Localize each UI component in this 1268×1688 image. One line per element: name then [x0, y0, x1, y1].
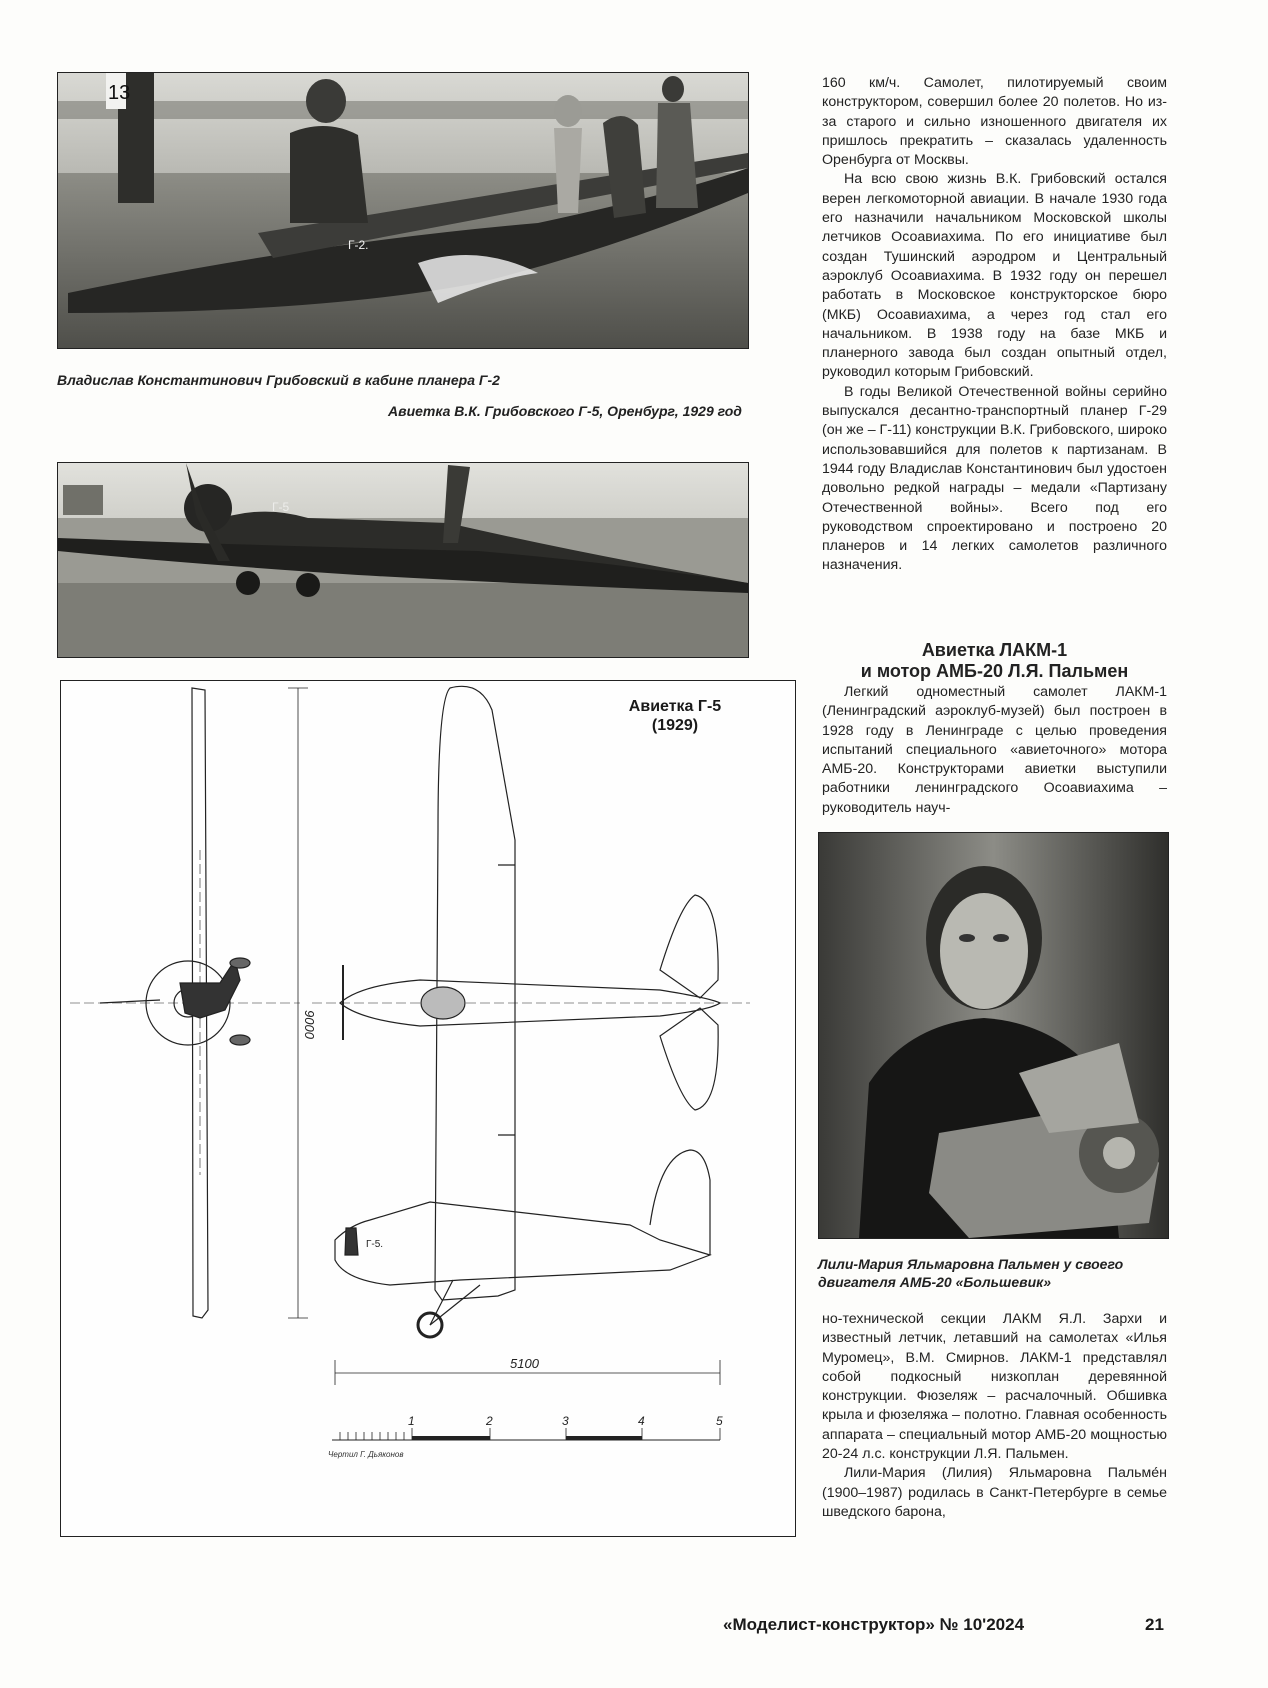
paragraph-4: Легкий одноместный самолет ЛАКМ-1 (Ленинградский аэроклуб-музей) был построен в 1928 году в Ленинграде с целью проведения испытаний специального «авиеточного» мотора АМБ-20. Конструкторами авиетки выступили работники ленинградского Осоавиахима – руководитель науч- [822, 684, 1167, 816]
section-heading-line1: Авиетка ЛАКМ-1 [921, 640, 1068, 660]
section-heading-line2: и мотор АМБ-20 Л.Я. Пальмен [860, 661, 1129, 681]
drawing-title-line1: Авиетка Г-5 [628, 698, 722, 715]
palmen-photo [818, 832, 1169, 1239]
drawing-credit: Чертил Г. Дьяконов [328, 1450, 404, 1459]
paragraph-2: На всю свою жизнь В.К. Грибовский остался верен легкомоторной авиации. В начале 1930 года его назначили начальником Московской школы летчиков Осоавиахима. По его инициативе был создан Тушинский аэродром и Центральный аэроклуб Осоавиахима. В 1932 году он перешел работать в Московское конструкторское бюро (МКБ) Осоавиахима, а через год стал его начальником. В 1938 году на базе МКБ и планерного завода был создан опытный отдел, руководил которым Грибовский. [822, 171, 1167, 381]
side-marking: Г-5. [366, 1239, 384, 1250]
column-top [822, 74, 1167, 576]
palmen-photo-image [819, 833, 1168, 1238]
glider-marking: Г-2. [348, 238, 369, 252]
paragraph-6: Лили-Мария (Лилия) Яльмаровна Пальме́н (1900–1987) родилась в Санкт-Петербурге в семье шведского барона, [822, 1465, 1167, 1520]
paragraph-1: 160 км/ч. Самолет, пилотируемый своим конструктором, совершил более 20 полетов. Но из-за старого и сильно изношенного двигателя их пришлось прекратить – сказалась удаленность Оренбурга от Москвы. [822, 75, 1167, 169]
column-mid [822, 683, 1167, 818]
glider-caption: Владислав Константинович Грибовский в кабине планера Г-2 [57, 372, 500, 388]
avietka-photo [57, 462, 749, 658]
length-dimension: 5100 [510, 1356, 539, 1371]
scale-label-5: 5 [716, 1414, 723, 1428]
span-dimension: 9000 [302, 1010, 317, 1039]
drawing-title-line2: (1929) [651, 717, 699, 734]
avietka-marking: Г-5 [272, 500, 290, 514]
palmen-caption [818, 1255, 1123, 1291]
drawing-title [620, 697, 730, 735]
section-heading [822, 640, 1167, 682]
avietka-caption: Авиетка В.К. Грибовского Г-5, Оренбург, 1929 год [388, 403, 742, 419]
palmen-caption-line2: двигателя АМБ-20 «Большевик» [818, 1274, 1052, 1290]
glider-photo [57, 72, 749, 349]
footer-magazine: «Моделист-конструктор» № 10'2024 [723, 1615, 1025, 1634]
paragraph-3: В годы Великой Отечественной войны серийно выпускался десантно-транспортный планер Г-29 (он же – Г-11) конструкции В.К. Грибовского, широко использовавшийся для полетов к партизанам. В 1944 году Владислав Константинович был удостоен довольно редкой награды – медали «Партизану Отечественной войны». Всего под его руководством спроектировано и построено 20 планеров и 14 легких самолетов различного назначения. [822, 383, 1167, 574]
glider-photo-image [58, 73, 748, 348]
scale-label-4: 4 [638, 1414, 645, 1428]
footer-page-number: 21 [1145, 1615, 1164, 1634]
scale-label-3: 3 [562, 1414, 569, 1428]
scale-label-2: 2 [486, 1414, 493, 1428]
palmen-caption-line1: Лили-Мария Яльмаровна Пальмен у своего [818, 1256, 1124, 1272]
glider-number: 13 [108, 82, 131, 104]
three-view-svg [60, 680, 794, 1535]
paragraph-5: но-технической секции ЛАКМ Я.Л. Зархи и известный летчик, летавший на самолетах «Илья Муромец», В.М. Смирнов. ЛАКМ-1 представлял собой подкосный низкоплан деревянной конструкции. Фюзеляж – расчалочный. Обшивка крыла и фюзеляжа – полотно. Главная особенность аппарата – специальный мотор АМБ-20 мощностью 20-24 л.с. конструкции Л.Я. Пальмен. [822, 1311, 1167, 1463]
column-bottom [822, 1310, 1167, 1522]
avietka-photo-image [58, 463, 748, 657]
scale-label-1: 1 [408, 1414, 415, 1428]
